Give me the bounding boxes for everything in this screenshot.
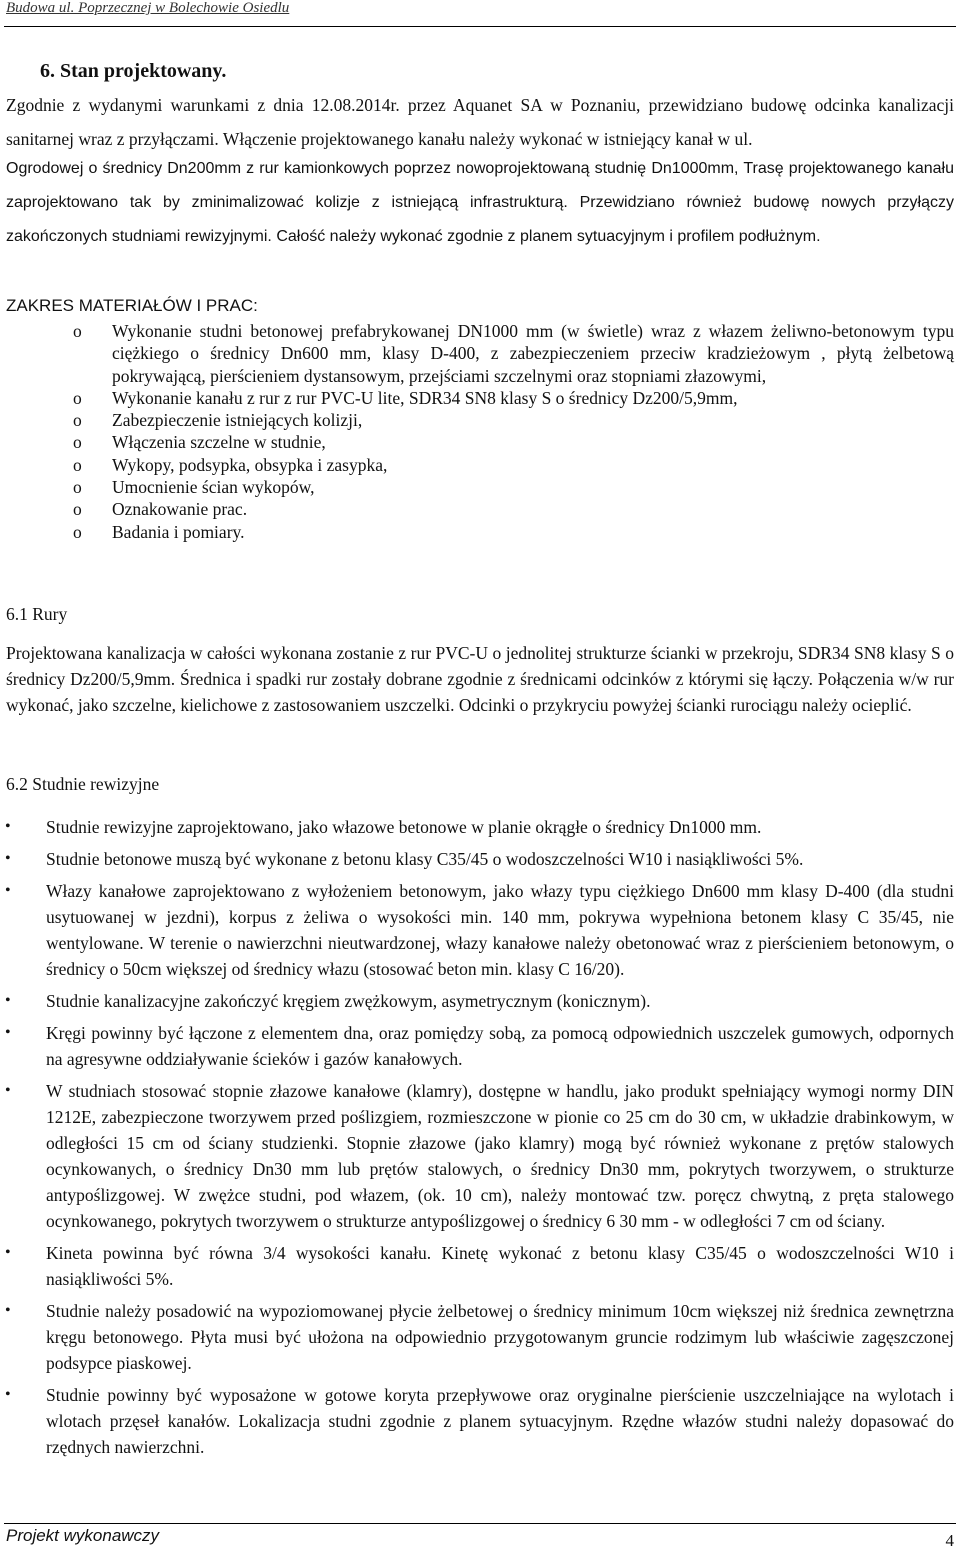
list-bullet: • — [5, 818, 11, 835]
list-item — [0, 988, 958, 1014]
list-item — [0, 431, 956, 453]
list-item-text: Włazy kanałowe zaprojektowano z wyłożeniem betonowym, jako włazy typu ciężkiego Dn600 mm klasy D-400 (dla studni usytuowanej w jezdni), korpus z żeliwa o wysokości min. 140 mm, pokrywa wypełniona betonem klasy C 35/45, nie wentylowane. W terenie o nawierzchni nieutwardzonej, włazy kanałowe należy obetonować wraz z pierścieniem betonowym, o średnicy o 50cm większej od średnicy włazu (stosować beton min. klasy C 16/20). — [46, 881, 954, 979]
list-item-text: Studnie rewizyjne zaprojektowano, jako włazowe betonowe w planie okrągłe o średnicy Dn1000 mm. — [46, 817, 762, 837]
list-bullet: • — [5, 1244, 11, 1261]
list-item-text: Studnie kanalizacyjne zakończyć kręgiem zwężkowym, asymetrycznym (konicznym). — [46, 991, 651, 1011]
list-item-text: W studniach stosować stopnie złazowe kanałowe (klamry), dostępne w handlu, jako produkt spełniający wymogi normy DIN 1212E, zabezpieczone tworzywem przed poślizgiem, rozmieszczone w pionie co 25 cm do 30 cm, w układzie drabinkowym, w odległości 15 cm od ściany studzienki. Stopnie złazowe (jako klamry) mogą być również wykonane z prętów stalowych ocynkowanych, o średnicy Dn30 mm lub prętów stalowych, o średnicy Dn30 mm, pokrytych tworzywem, o strukturze antypoślizgowej. W zwężce studni, pod włazem, (ok. 10 cm), należy montować tzw. poręcz chwytną, z pręta stalowego ocynkowanego, pokrytych tworzywem o strukturze antypoślizgowej o średnicy 6 30 mm - w odległości 7 cm od ściany. — [46, 1081, 954, 1231]
footer-divider — [4, 1523, 956, 1524]
list-item-text: Studnie powinny być wyposażone w gotowe koryta przepływowe oraz oryginalne pierścienie uszczelniające na wylotach i wlotach przęseł kanałów. Lokalizacja studni zgodnie z planem sytuacyjnym. Rzędne włazów studni należy dopasować do rzędnych nawierzchni. — [46, 1385, 954, 1457]
list-item — [0, 454, 956, 476]
list-bullet: o — [73, 454, 82, 475]
list-item — [0, 1382, 958, 1460]
scope-heading: ZAKRES MATERIAŁÓW I PRAC: — [6, 296, 258, 315]
list-bullet: o — [73, 432, 82, 453]
list-item — [0, 878, 958, 982]
list-bullet: • — [5, 1302, 11, 1319]
page-number: 4 — [945, 1531, 954, 1550]
header-divider — [4, 26, 956, 27]
list-item-text: Umocnienie ścian wykopów, — [112, 477, 315, 498]
list-bullet: o — [73, 521, 82, 542]
list-item — [0, 1078, 958, 1234]
wells-list — [0, 814, 958, 1466]
list-item — [0, 498, 956, 520]
list-bullet: • — [5, 992, 11, 1009]
list-item — [0, 1240, 958, 1292]
list-item-text: Oznakowanie prac. — [112, 499, 248, 520]
subsection-heading-pipes: 6.1 Rury — [6, 604, 68, 624]
list-item — [0, 521, 956, 543]
list-bullet: o — [73, 477, 82, 498]
list-bullet: • — [5, 1082, 11, 1099]
list-bullet: o — [73, 410, 82, 431]
running-header: Budowa ul. Poprzecznej w Bolechowie Osiedlu — [6, 0, 290, 16]
list-item-text: Studnie betonowe muszą być wykonane z betonu klasy C35/45 o wodoszczelności W10 i nasiąkliwości 5%. — [46, 849, 804, 869]
list-bullet: o — [73, 499, 82, 520]
list-bullet: o — [73, 387, 82, 408]
scope-list — [0, 320, 956, 543]
pipes-paragraph: Projektowana kanalizacja w całości wykonana zostanie z rur PVC-U o jednolitej strukturze ścianki w przekroju, SDR34 SN8 klasy S o średnicy Dz200/5,9mm. Średnica i spadki rur zostały dobrane zgodnie z średnicami odcinków z którymi się łączy. Połączenia w/w rur wykonać, jako szczelne, kielichowe z zastosowaniem uszczelki. Odcinki o przykryciu powyżej ścianki rurociągu należy ocieplić. — [6, 643, 954, 715]
footer-label: Projekt wykonawczy — [6, 1526, 160, 1545]
list-bullet: o — [73, 321, 82, 341]
list-item-text: Badania i pomiary. — [112, 521, 245, 542]
list-item-text: Wykonanie studni betonowej prefabrykowanej DN1000 mm (w świetle) wraz z włazem żeliwno-betonowym typu ciężkiego o średnicy Dn600 mm, klasy D-400, z zabezpieczeniem przeciw kradzieżowym , płytą żelbetową pokrywającą, pierścieniem dystansowym, przejściami szczelnymi oraz stopniami złazowymi, — [112, 321, 954, 386]
section-title: 6. Stan projektowany. — [40, 60, 227, 82]
list-bullet: • — [5, 850, 11, 867]
list-bullet: • — [5, 882, 11, 899]
intro-paragraph-1: Zgodnie z wydanymi warunkami z dnia 12.08.2014r. przez Aquanet SA w Poznaniu, przewidziano budowę odcinka kanalizacji sanitarnej wraz z przyłączami. Włączenie projektowanego kanału należy wykonać w istniejący kanał w ul. — [6, 95, 954, 149]
list-item — [0, 1020, 958, 1072]
list-item — [0, 387, 956, 409]
list-item-text: Wykonanie kanału z rur z rur PVC-U lite, SDR34 SN8 klasy S o średnicy Dz200/5,9mm, — [112, 387, 738, 408]
list-item-text: Zabezpieczenie istniejących kolizji, — [112, 410, 363, 431]
list-item — [0, 476, 956, 498]
list-item — [0, 846, 958, 872]
list-item — [0, 814, 958, 840]
list-item-text: Kineta powinna być równa 3/4 wysokości kanału. Kinetę wykonać z betonu klasy C35/45 o wodoszczelności W10 i nasiąkliwości 5%. — [46, 1243, 954, 1289]
subsection-heading-wells: 6.2 Studnie rewizyjne — [6, 774, 160, 794]
list-item — [0, 409, 956, 431]
list-item — [0, 1298, 958, 1376]
list-bullet: • — [5, 1024, 11, 1041]
list-item-text: Kręgi powinny być łączone z elementem dna, oraz pomiędzy sobą, za pomocą odpowiednich uszczelek gumowych, odpornych na agresywne oddziaływanie ścieków i gazów kanałowych. — [46, 1023, 954, 1069]
list-bullet: • — [5, 1386, 11, 1403]
intro-paragraph-2: Ogrodowej o średnicy Dn200mm z rur kamionkowych poprzez nowoprojektowaną studnię Dn1000mm, Trasę projektowanego kanału zaprojektowano tak by zminimalizować kolizje z istniejącą infrastrukturą. Przewidziano również budowę nowych przyłączy zakończonych studniami rewizyjnymi. Całość należy wykonać zgodnie z planem sytuacyjnym i profilem podłużnym. — [6, 160, 954, 245]
list-item-text: Włączenia szczelne w studnie, — [112, 432, 326, 453]
list-item-text: Studnie należy posadowić na wypoziomowanej płycie żelbetowej o średnicy minimum 10cm większej niż średnica zewnętrzna kręgu betonowego. Płyta musi być ułożona na odpowiednio przygotowanym gruncie rodzimym lub właściwie zagęszczonej podsypce piaskowej. — [46, 1301, 954, 1373]
list-item-text: Wykopy, podsypka, obsypka i zasypka, — [112, 454, 388, 475]
list-item — [0, 320, 956, 387]
